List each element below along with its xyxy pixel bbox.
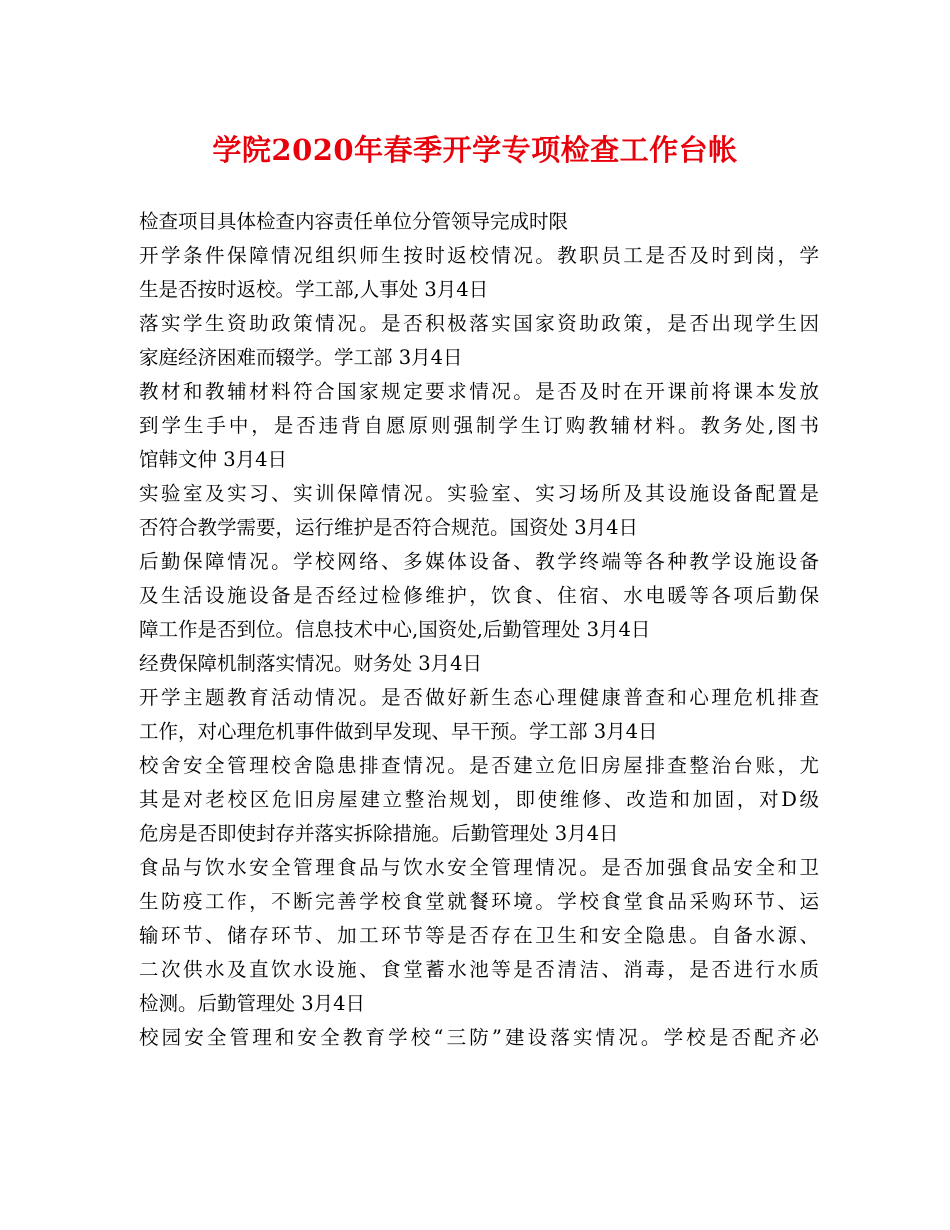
text-line: 校园安全管理和安全教育学校“三防”建设落实情况。学校是否配齐必 — [139, 1026, 819, 1049]
text-line: 二次供水及直饮水设施、食堂蓄水池等是否清洁、消毒，是否进行水质 — [139, 958, 819, 981]
text-line: 经费保障机制落实情况。财务处 3月4日 — [139, 652, 483, 675]
text-line: 工作，对心理危机事件做到早发现、早干预。学工部 3月4日 — [139, 720, 658, 743]
text-line: 其是对老校区危旧房屋建立整治规划，即使维修、改造和加固，对D级 — [139, 788, 819, 811]
document-body — [139, 205, 819, 1055]
text-line: 检查项目具体检查内容责任单位分管领导完成时限 — [139, 210, 569, 233]
text-line: 校舍安全管理校舍隐患排查情况。是否建立危旧房屋排查整治台账，尤 — [139, 754, 819, 777]
document-title: 学院2020年春季开学专项检查工作台帐 — [212, 133, 738, 167]
text-line: 教材和教辅材料符合国家规定要求情况。是否及时在开课前将课本发放 — [139, 380, 819, 403]
text-line: 开学主题教育活动情况。是否做好新生态心理健康普查和心理危机排查 — [139, 686, 819, 709]
text-line: 及生活设施设备是否经过检修维护，饮食、住宿、水电暖等各项后勤保 — [139, 584, 819, 607]
text-line: 生防疫工作，不断完善学校食堂就餐环境。学校食堂食品采购环节、运 — [139, 890, 819, 913]
text-line: 落实学生资助政策情况。是否积极落实国家资助政策，是否出现学生因 — [139, 312, 819, 335]
text-line: 否符合教学需要，运行维护是否符合规范。国资处 3月4日 — [139, 516, 639, 539]
text-line: 馆韩文仲 3月4日 — [139, 448, 288, 471]
text-line: 输环节、储存环节、加工环节等是否存在卫生和安全隐患。自备水源、 — [139, 924, 819, 947]
text-line: 到学生手中，是否违背自愿原则强制学生订购教辅材料。教务处,图书 — [139, 414, 819, 437]
text-line: 食品与饮水安全管理食品与饮水安全管理情况。是否加强食品安全和卫 — [139, 856, 819, 879]
text-line: 后勤保障情况。学校网络、多媒体设备、教学终端等各种教学设施设备 — [139, 550, 819, 573]
text-line: 家庭经济困难而辍学。学工部 3月4日 — [139, 346, 463, 369]
text-line: 实验室及实习、实训保障情况。实验室、实习场所及其设施设备配置是 — [139, 482, 819, 505]
text-line: 危房是否即使封存并落实拆除措施。后勤管理处 3月4日 — [139, 822, 619, 845]
text-line: 检测。后勤管理处 3月4日 — [139, 992, 366, 1015]
text-line: 开学条件保障情况组织师生按时返校情况。教职员工是否及时到岗，学 — [139, 244, 819, 267]
text-line: 障工作是否到位。信息技术中心,国资处,后勤管理处 3月4日 — [139, 618, 651, 641]
text-line: 生是否按时返校。学工部,人事处 3月4日 — [139, 278, 489, 301]
